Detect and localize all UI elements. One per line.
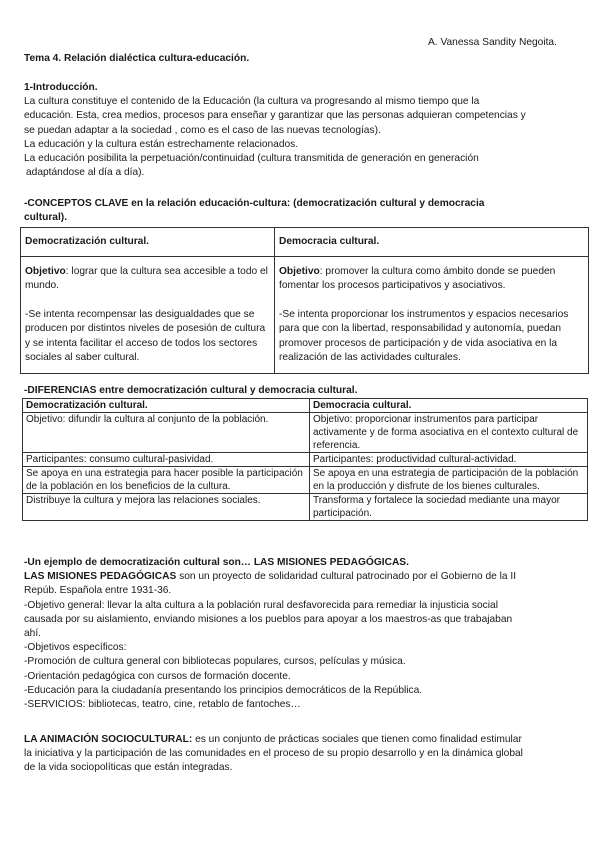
animacion-line: la iniciativa y la participación de las comunidades en el proceso de su propio desarrollo y en la dinámica global [24, 748, 523, 760]
diferencias-table [22, 398, 588, 521]
table-cell [21, 257, 275, 374]
objetivo-text: : promover la cultura como ámbito donde se pueden fomentar los procesos participativos y asociativos. [279, 266, 556, 292]
table-cell: Se apoya en una estrategia para hacer posible la participación de la población en los beneficios de la cultura. [23, 467, 310, 494]
animacion-heading: LA ANIMACIÓN SOCIOCULTURAL: [24, 734, 193, 745]
misiones-section [24, 556, 516, 712]
conceptos-heading-line: -CONCEPTOS CLAVE en la relación educación-cultura: (democratización cultural y democracia [24, 198, 485, 209]
intro-line: educación. Esta, crea medios, procesos para enseñar y garantizar que las personas adquieran competencias y [24, 110, 526, 122]
diferencias-heading: -DIFERENCIAS entre democratización cultural y democracia cultural. [24, 385, 358, 396]
misiones-lead-text: son un proyecto de solidaridad cultural patrocinado por el Gobierno de la II [176, 571, 517, 583]
table-cell: Participantes: consumo cultural-pasividad. [23, 453, 310, 467]
intro-line: La educación y la cultura están estrechamente relacionados. [24, 138, 299, 150]
table-row [23, 399, 588, 413]
objetivo-text: : lograr que la cultura sea accesible a todo el mundo. [25, 266, 268, 292]
table-cell: Objetivo: difundir la cultura al conjunto de la población. [23, 413, 310, 453]
table-row [21, 257, 589, 374]
table-row [23, 413, 588, 453]
table-cell: Participantes: productividad cultural-actividad. [310, 453, 588, 467]
misiones-heading: -Un ejemplo de democratización cultural son… LAS MISIONES PEDAGÓGICAS. [24, 557, 409, 568]
objetivo-especifico-item: -Orientación pedagógica con cursos de formación docente. [24, 670, 291, 682]
objetivo-general-line: causada por su aislamiento, enviando misiones a los pueblos para apoyar a los maestros-as que trabajaban [24, 613, 513, 625]
table-cell: Se apoya en una estrategia de participación de la población en la producción y disfrute de los bienes culturales. [310, 467, 588, 494]
objetivo-label: Objetivo [25, 266, 66, 277]
conceptos-table [20, 227, 589, 374]
misiones-line: Repúb. Española entre 1931-36. [24, 585, 172, 597]
objetivo-label: Objetivo [279, 266, 320, 277]
servicios-line: -SERVICIOS: bibliotecas, teatro, cine, retablo de fantoches… [24, 699, 301, 711]
objetivo-especifico-item: -Educación para la ciudadanía presentando los principios democráticos de la República. [24, 684, 423, 696]
detail-text: -Se intenta proporcionar los instrumentos y espacios necesarios para que con la libertad, responsabilidad y autonomía, puedan promover procesos de participación y de vida asociativa en la realización de las actividades culturales. [279, 308, 569, 364]
animacion-text: es un conjunto de prácticas sociales que tienen como finalidad estimular [192, 734, 522, 745]
table-row [23, 453, 588, 467]
intro-heading: 1-Introducción. [24, 82, 98, 93]
table-row [21, 228, 589, 257]
author-name: A. Vanessa Sandity Negoita. [428, 37, 557, 48]
table-row [23, 494, 588, 521]
intro-line: se puedan adaptar a la sociedad , como es el caso de las nuevas tecnologías). [24, 124, 381, 136]
objetivo-especifico-item: -Promoción de cultura general con bibliotecas populares, cursos, películas y música. [24, 656, 406, 668]
detail-text: -Se intenta recompensar las desigualdades que se producen por distintos niveles de posesión de cultura y se intenta facilitar el acceso de todos los sectores sociales al saber cultural. [25, 308, 266, 364]
table-header-cell: Democracia cultural. [275, 228, 589, 257]
conceptos-heading [24, 197, 484, 225]
table-header-cell: Democracia cultural. [310, 399, 588, 413]
animacion-section [24, 733, 523, 776]
intro-line: adaptándose al día a día). [26, 167, 145, 179]
table-header-cell: Democratización cultural. [23, 399, 310, 413]
page-title: Tema 4. Relación dialéctica cultura-educación. [24, 53, 250, 64]
table-header-cell: Democratización cultural. [21, 228, 275, 257]
table-cell: Distribuye la cultura y mejora las relaciones sociales. [23, 494, 310, 521]
intro-line: La educación posibilita la perpetuación/continuidad (cultura transmitida de generación en generación [24, 153, 479, 165]
intro-section [24, 81, 526, 180]
objetivos-especificos-label: -Objetivos específicos: [24, 642, 127, 654]
conceptos-heading-line: cultural). [24, 212, 68, 224]
objetivo-general-line: ahí. [24, 628, 41, 640]
table-cell: Transforma y fortalece la sociedad mediante una mayor participación. [310, 494, 588, 521]
intro-line: La cultura constituye el contenido de la Educación (la cultura va progresando al mismo tiempo que la [24, 96, 480, 108]
misiones-lead-bold: LAS MISIONES PEDAGÓGICAS [24, 571, 177, 583]
objetivo-general-line: -Objetivo general: llevar la alta cultura a la población rural desfavorecida para remediar la injusticia social [24, 599, 498, 611]
animacion-line: de la vida sociopolíticas que están integradas. [24, 762, 233, 774]
table-cell [275, 257, 589, 374]
table-row [23, 467, 588, 494]
table-cell: Objetivo: proporcionar instrumentos para participar activamente y de forma asociativa en el contexto cultural de referencia. [310, 413, 588, 453]
